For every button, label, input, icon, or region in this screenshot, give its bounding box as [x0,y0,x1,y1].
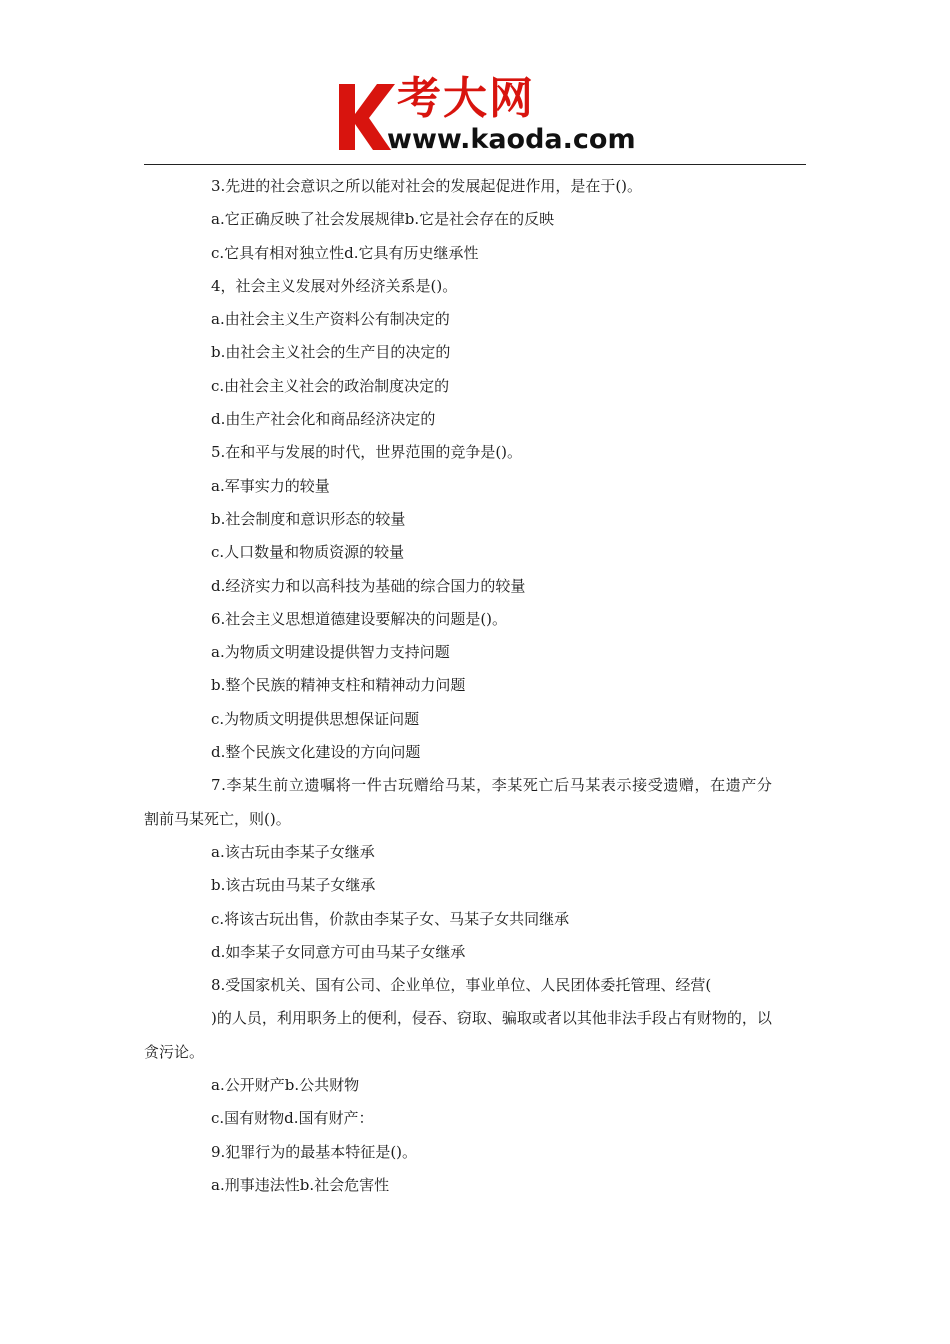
kaoda-logo [335,74,655,158]
text-line: c.它具有相对独立性d.它具有历史继承性 [211,243,479,262]
text-line: c.将该古玩出售，价款由李某子女、马某子女共同继承 [211,909,570,928]
logo-url: www.kaoda.com [387,124,636,155]
text-line: 8.受国家机关、国有公司、企业单位，事业单位、人民团体委托管理、经营( [211,976,712,995]
document-body [144,170,806,1202]
text-line: )的人员，利用职务上的便利，侵吞、窃取、骗取或者以其他非法手段占有财物的，以 [211,1009,772,1028]
text-line: b.由社会主义社会的生产目的决定的 [211,343,451,362]
text-line: 5.在和平与发展的时代，世界范围的竞争是()。 [211,443,523,462]
header-divider [144,164,806,165]
page-header [0,0,950,168]
text-line: a.为物质文明建设提供智力支持问题 [211,643,450,662]
logo-chinese-name: 考大网 [397,73,535,124]
text-line: d.经济实力和以高科技为基础的综合国力的较量 [211,576,526,595]
text-line: a.它正确反映了社会发展规律b.它是社会存在的反映 [211,210,555,229]
text-line: a.公开财产b.公共财物 [211,1076,360,1095]
text-line: c.由社会主义社会的政治制度决定的 [211,376,450,395]
text-line: 贪污论。 [144,1042,205,1061]
text-line: a.该古玩由李某子女继承 [211,842,375,861]
text-line: b.社会制度和意识形态的较量 [211,509,406,528]
text-line: 4，社会主义发展对外经济关系是()。 [211,276,458,295]
text-line: d.由生产社会化和商品经济决定的 [211,410,436,429]
text-line: 3.先进的社会意识之所以能对社会的发展起促进作用，是在于()。 [211,177,643,195]
text-line: c.国有财物d.国有财产： [211,1109,374,1128]
text-line: 6.社会主义思想道德建设要解决的问题是()。 [211,609,508,628]
text-line: 7.李某生前立遗嘱将一件古玩赠给马某，李某死亡后马某表示接受遗赠，在遗产分 [211,776,773,795]
text-line: c.人口数量和物质资源的较量 [211,543,405,562]
text-line: d.整个民族文化建设的方向问题 [211,743,421,762]
text-line: a.由社会主义生产资料公有制决定的 [211,310,450,329]
text-line: a.军事实力的较量 [211,476,330,495]
text-line: d.如李某子女同意方可由马某子女继承 [211,942,466,961]
text-line: c.为物质文明提供思想保证问题 [211,709,420,728]
text-line: 割前马某死亡，则()。 [144,809,291,828]
text-line: b.整个民族的精神支柱和精神动力问题 [211,676,466,695]
text-line: 9.犯罪行为的最基本特征是()。 [211,1142,418,1161]
text-line: b.该古玩由马某子女继承 [211,876,376,895]
text-line: a.刑事违法性b.社会危害性 [211,1175,390,1194]
